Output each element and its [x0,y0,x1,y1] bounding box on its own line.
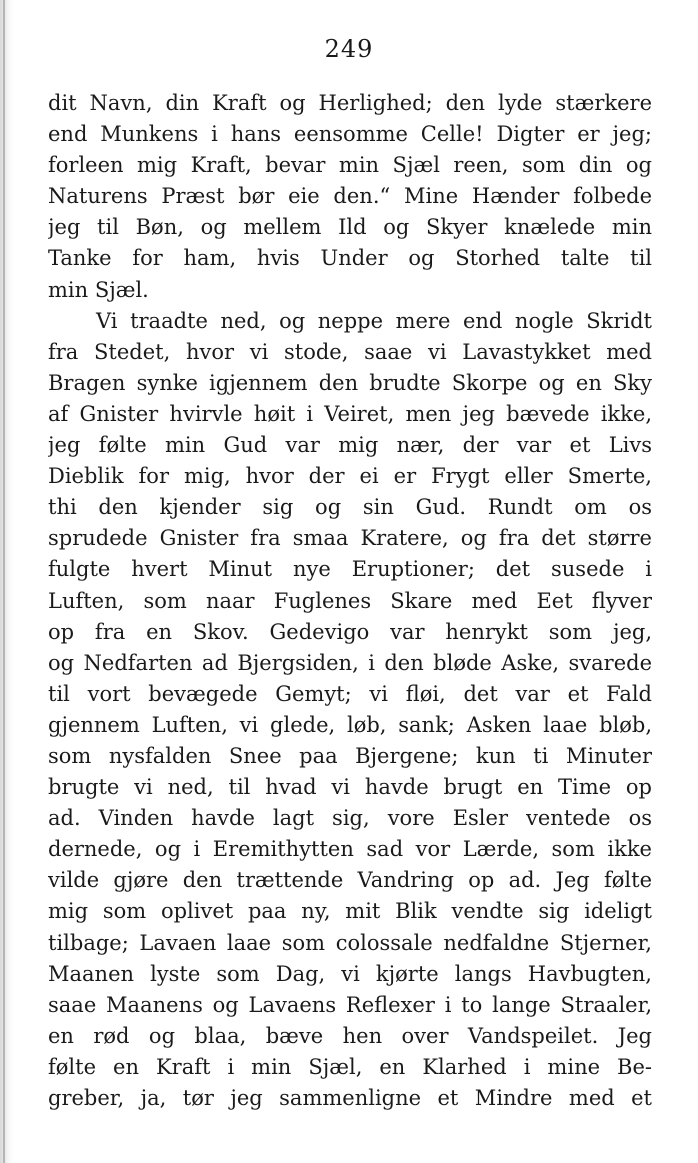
page-number: 249 [324,35,374,63]
text-line: dernede, og i Eremithytten sad vor Lærde, som ikke [48,837,652,862]
text-line: brugte vi ned, til hvad vi havde brugt en Time op [48,775,652,800]
text-line: som nysfalden Snee paa Bjergene; kun ti Minuter [48,743,652,768]
text-line: jeg følte min Gud var mig nær, der var et Livs [48,433,652,458]
text-line: saae Maanens og Lavaens Reflexer i to lange Straaler, [48,992,652,1017]
text-line: Maanen lyste som Dag, vi kjørte langs Havbugten, [48,961,652,986]
text-line: Tanke for ham, hvis Under og Storhed talte til [48,246,652,271]
text-line: Dieblik for mig, hvor der ei er Frygt eller Smerte, [48,464,652,489]
text-line: min Sjæl. [48,277,149,302]
text-line: Bragen synke igjennem den brudte Skorpe og en Sky [48,370,652,395]
text-line: sprudede Gnister fra smaa Kratere, og fra det større [48,526,652,551]
page-gutter [0,0,14,1163]
text-line: ad. Vinden havde lagt sig, vore Esler ventede os [48,806,652,831]
text-line: en rød og blaa, bæve hen over Vandspeilet. Jeg [48,1023,652,1048]
text-line: jeg til Bøn, og mellem Ild og Skyer knælede min [48,215,652,240]
text-line: tilbage; Lavaen laae som colossale nedfaldne Stjerner, [48,930,652,955]
text-line: dit Navn, din Kraft og Herlighed; den lyde stærkere [48,91,652,115]
text-line: fulgte hvert Minut nye Eruptioner; det susede i [48,557,652,582]
text-line: op fra en Skov. Gedevigo var henrykt som jeg, [48,619,652,644]
text-line: vilde gjøre den trættende Vandring op ad. Jeg følte [48,868,652,893]
text-line: til vort bevægede Gemyt; vi fløi, det var et Fald [48,681,652,706]
text-line: greber, ja, tør jeg sammenligne et Mindre med et [48,1086,652,1110]
text-line: Luften, som naar Fuglenes Skare med Eet flyver [48,588,652,613]
text-line: af Gnister hvirvle høit i Veiret, men jeg bævede ikke, [48,401,652,426]
text-line: og Nedfarten ad Bjergsiden, i den bløde Aske, svarede [48,650,652,675]
text-line: thi den kjender sig og sin Gud. Rundt om os [48,495,652,520]
text-line: fra Stedet, hvor vi stode, saae vi Lavastykket med [48,339,652,364]
text-line: end Munkens i hans eensomme Celle! Digter er jeg; [48,122,652,147]
binding-edge-line [3,0,5,1163]
text-line: gjennem Luften, vi glede, løb, sank; Asken laae bløb, [48,712,652,737]
text-line: følte en Kraft i min Sjæl, en Klarhed i mine Be- [48,1054,652,1079]
text-line: forleen mig Kraft, bevar min Sjæl reen, som din og [48,153,652,178]
text-line: mig som oplivet paa ny, mit Blik vendte sig ideligt [48,899,652,924]
text-line: Vi traadte ned, og neppe mere end nogle Skridt [96,308,652,333]
text-line: Naturens Præst bør eie den.“ Mine Hænder folbede [48,184,652,209]
body-text [48,88,652,1114]
